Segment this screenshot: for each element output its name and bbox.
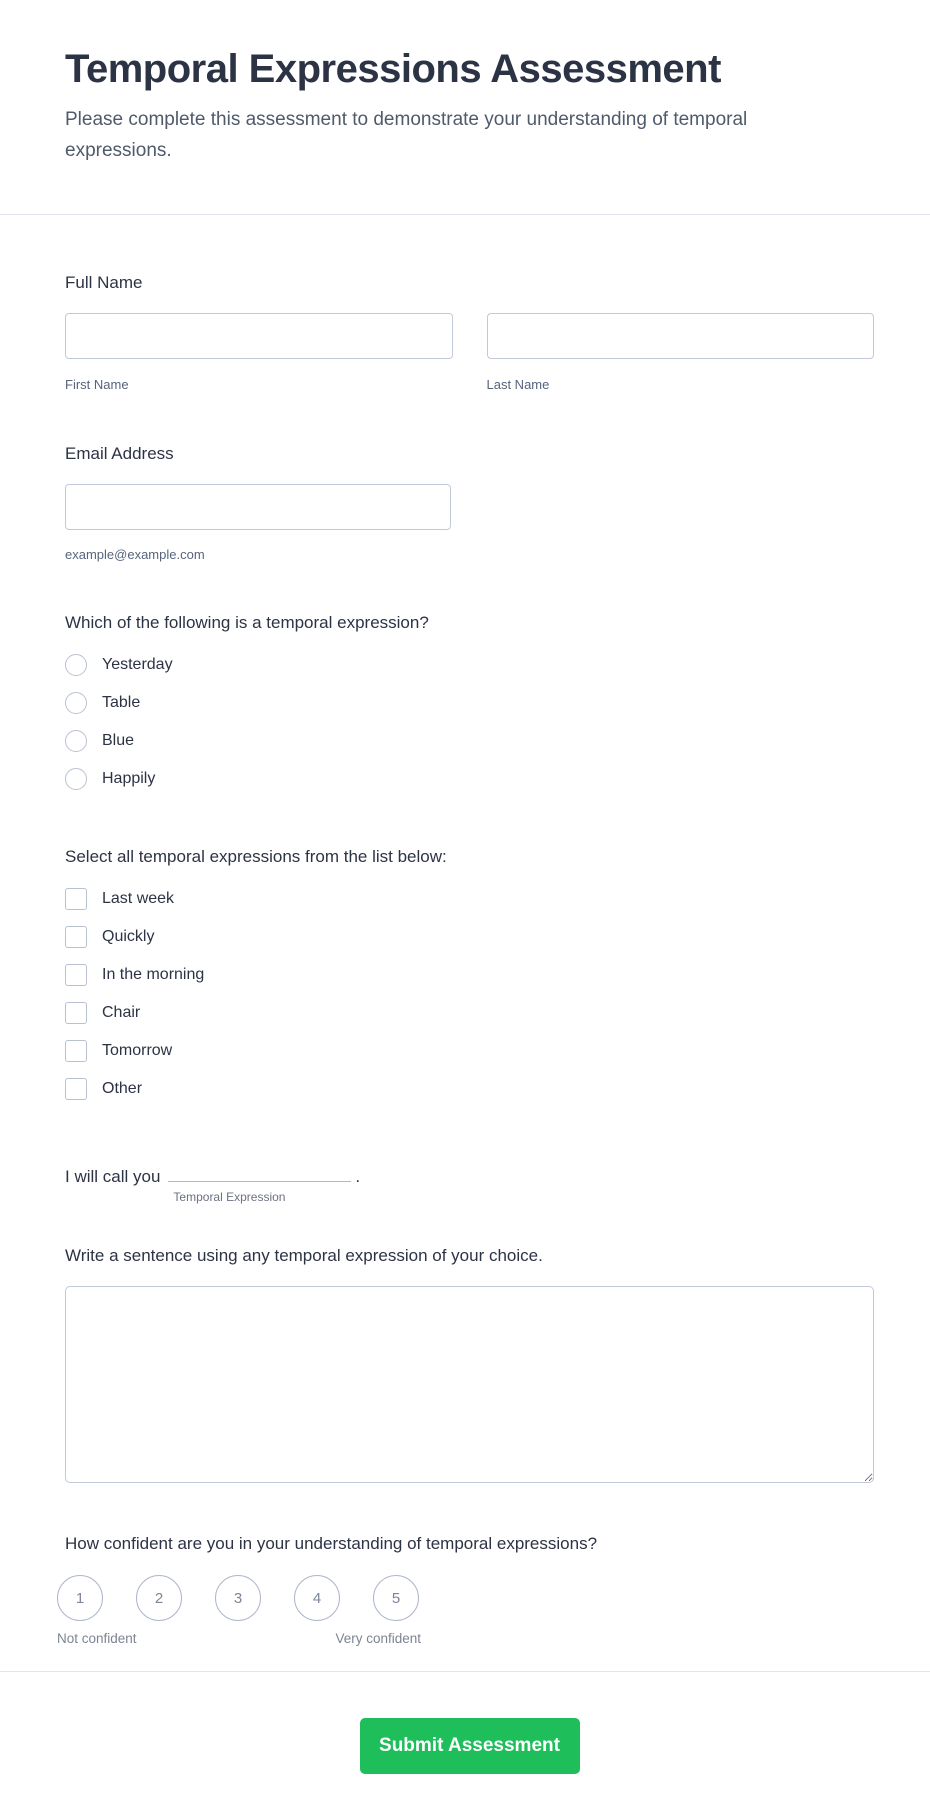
radio-circle-icon[interactable] (65, 692, 87, 714)
field-scale-question (57, 1532, 874, 1647)
scale-options (57, 1575, 874, 1621)
checkbox-option-label: Other (102, 1080, 143, 1097)
field-checkbox-question (65, 845, 874, 1100)
field-email (65, 442, 874, 563)
email-label: Email Address (65, 444, 174, 463)
scale-option-4[interactable]: 4 (294, 1575, 340, 1621)
submit-button[interactable]: Submit Assessment (360, 1718, 580, 1774)
checkbox-option-tomorrow[interactable] (65, 1040, 874, 1062)
scale-option-2[interactable]: 2 (136, 1575, 182, 1621)
radio-option-happily[interactable] (65, 768, 874, 790)
checkbox-icon[interactable] (65, 1040, 87, 1062)
first-name-col (65, 313, 453, 359)
radio-question-label: Which of the following is a temporal expression? (65, 613, 429, 632)
checkbox-icon[interactable] (65, 888, 87, 910)
scale-left-label: Not confident (57, 1631, 137, 1646)
first-name-input[interactable] (65, 313, 453, 359)
field-full-name (65, 271, 874, 394)
last-name-input[interactable] (487, 313, 875, 359)
checkbox-option-label: In the morning (102, 966, 205, 983)
scale-option-1[interactable]: 1 (57, 1575, 103, 1621)
scale-right-label: Very confident (335, 1631, 421, 1646)
radio-circle-icon[interactable] (65, 730, 87, 752)
form-body (0, 271, 930, 1647)
form-subtitle: Please complete this assessment to demonstrate your understanding of temporal expressions. (65, 109, 748, 161)
radio-option-label: Yesterday (102, 656, 173, 673)
checkbox-option-label: Chair (102, 1004, 141, 1021)
checkbox-icon[interactable] (65, 926, 87, 948)
checkbox-option-other[interactable] (65, 1078, 874, 1100)
full-name-sublabels (65, 376, 874, 394)
checkbox-question-label: Select all temporal expressions from the list below: (65, 847, 447, 866)
last-name-col (487, 313, 875, 359)
fill-blank-text-after: . (355, 1167, 361, 1186)
field-radio-question (65, 611, 874, 790)
email-sublabel: example@example.com (65, 547, 205, 562)
sentence-textarea[interactable] (65, 1286, 874, 1483)
fill-blank-row (65, 1163, 874, 1204)
radio-option-yesterday[interactable] (65, 654, 874, 676)
field-sentence-question (65, 1244, 874, 1483)
checkbox-icon[interactable] (65, 1002, 87, 1024)
checkbox-option-chair[interactable] (65, 1002, 874, 1024)
radio-option-label: Happily (102, 770, 156, 787)
full-name-label: Full Name (65, 273, 143, 292)
checkbox-icon[interactable] (65, 964, 87, 986)
scale-labels (57, 1630, 421, 1647)
radio-option-label: Blue (102, 732, 135, 749)
checkbox-option-in-the-morning[interactable] (65, 964, 874, 986)
checkbox-option-label: Last week (102, 890, 175, 907)
radio-option-label: Table (102, 694, 141, 711)
fill-blank-input[interactable] (168, 1163, 351, 1182)
checkbox-icon[interactable] (65, 1078, 87, 1100)
fill-blank-wrap (168, 1163, 351, 1204)
radio-circle-icon[interactable] (65, 768, 87, 790)
submit-section (0, 1672, 930, 1774)
checkbox-option-last-week[interactable] (65, 888, 874, 910)
checkbox-options (65, 888, 874, 1100)
email-input-wrap (65, 484, 451, 530)
first-name-sublabel: First Name (65, 377, 129, 392)
field-fill-blank (65, 1163, 874, 1204)
checkbox-option-quickly[interactable] (65, 926, 874, 948)
fill-blank-sublabel: Temporal Expression (173, 1190, 286, 1204)
scale-option-5[interactable]: 5 (373, 1575, 419, 1621)
form-header (0, 0, 930, 215)
checkbox-option-label: Quickly (102, 928, 155, 945)
form-title: Temporal Expressions Assessment (65, 47, 721, 91)
last-name-sublabel: Last Name (486, 377, 550, 392)
sentence-question-label: Write a sentence using any temporal expression of your choice. (65, 1246, 543, 1265)
radio-option-blue[interactable] (65, 730, 874, 752)
radio-option-table[interactable] (65, 692, 874, 714)
checkbox-option-label: Tomorrow (102, 1042, 173, 1059)
scale-option-3[interactable]: 3 (215, 1575, 261, 1621)
full-name-inputs-row (65, 313, 874, 359)
fill-blank-text-before: I will call you (65, 1167, 161, 1186)
scale-question-label: How confident are you in your understanding of temporal expressions? (65, 1534, 598, 1553)
radio-options (65, 654, 874, 790)
email-input[interactable] (65, 484, 451, 530)
radio-circle-icon[interactable] (65, 654, 87, 676)
